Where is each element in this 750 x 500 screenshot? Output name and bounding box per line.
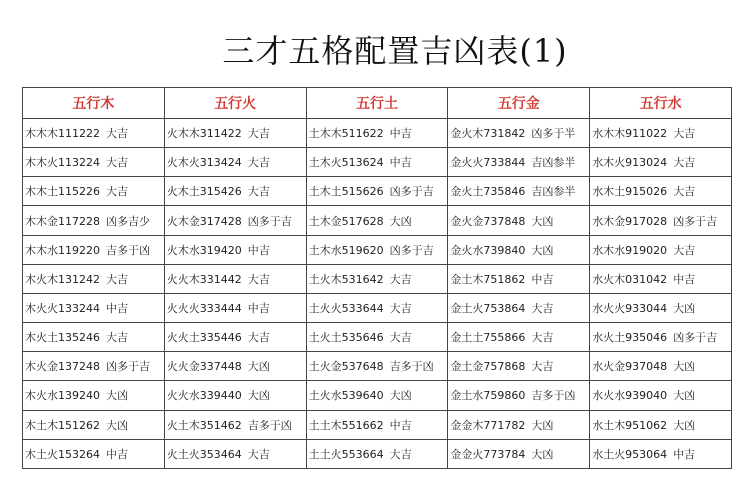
- fortune-label: 大吉: [673, 185, 696, 199]
- config-code: 水火金937048: [592, 360, 668, 374]
- fortune-label: 凶多吉少: [106, 214, 150, 228]
- table-cell: [306, 439, 448, 468]
- table-cell: [590, 177, 732, 206]
- column-header: 五行火: [164, 88, 306, 119]
- table-cell: [164, 439, 306, 468]
- table-cell: [23, 410, 165, 439]
- config-code: 火火火333444: [166, 302, 242, 316]
- fortune-label: 凶多于吉: [673, 214, 718, 228]
- table-cell: [448, 352, 590, 381]
- table-cell: [590, 206, 732, 235]
- fortune-label: 大凶: [673, 418, 696, 432]
- fortune-label: 大凶: [389, 389, 412, 403]
- config-code: 木木土115226: [25, 185, 100, 199]
- fortune-label: 大吉: [247, 156, 270, 170]
- table-cell: [23, 119, 165, 148]
- fortune-label: 大吉: [673, 156, 696, 170]
- table-cell: [23, 264, 165, 293]
- fortune-label: 吉凶参半: [531, 156, 576, 170]
- config-code: 木木木111222: [25, 127, 100, 141]
- fortune-label: 凶多于吉: [389, 243, 434, 257]
- fortune-label: 大凶: [247, 389, 270, 403]
- table-row: [23, 293, 732, 322]
- table-cell: [164, 119, 306, 148]
- table-row: [23, 148, 732, 177]
- table-cell: [306, 264, 448, 293]
- table-cell: [164, 264, 306, 293]
- table-cell: [23, 148, 165, 177]
- table-cell: [590, 410, 732, 439]
- fortune-label: 吉多于凶: [106, 243, 150, 257]
- fortune-label: 大吉: [389, 331, 412, 345]
- table-cell: [306, 235, 448, 264]
- fortune-label: 大吉: [389, 272, 412, 286]
- fortune-label: 中吉: [106, 302, 128, 316]
- table-cell: [448, 264, 590, 293]
- fortune-label: 中吉: [106, 447, 128, 461]
- fortune-label: 中吉: [247, 302, 270, 316]
- config-code: 金火火733844: [450, 156, 526, 170]
- table-row: [23, 410, 732, 439]
- fortune-label: 中吉: [673, 272, 696, 286]
- config-code: 水火水939040: [592, 389, 668, 403]
- table-cell: [306, 177, 448, 206]
- config-code: 金土木751862: [450, 272, 526, 286]
- table-row: [23, 177, 732, 206]
- table-cell: [306, 410, 448, 439]
- fortune-label: 大凶: [673, 389, 696, 403]
- fortune-label: 中吉: [389, 418, 412, 432]
- table-cell: [23, 177, 165, 206]
- table-cell: [306, 119, 448, 148]
- fortune-label: 大凶: [531, 418, 554, 432]
- config-code: 木火火133244: [25, 302, 100, 316]
- fortune-label: 大吉: [531, 331, 554, 345]
- fortune-label: 大吉: [106, 127, 128, 141]
- config-code: 木土木151262: [25, 418, 100, 432]
- table-cell: [306, 293, 448, 322]
- fortune-label: 大凶: [106, 418, 128, 432]
- fortune-label: 大吉: [247, 185, 270, 199]
- table-cell: [590, 439, 732, 468]
- fortune-label: 中吉: [673, 447, 696, 461]
- fortune-label: 大凶: [531, 214, 554, 228]
- config-code: 火木水319420: [166, 243, 242, 257]
- table-row: [23, 352, 732, 381]
- table-cell: [448, 119, 590, 148]
- table-cell: [590, 381, 732, 410]
- config-code: 木木金117228: [25, 214, 100, 228]
- table-cell: [164, 293, 306, 322]
- table-cell: [23, 206, 165, 235]
- fortune-table: [22, 87, 732, 469]
- config-code: 木土火153264: [25, 447, 100, 461]
- fortune-label: 大吉: [247, 272, 270, 286]
- fortune-label: 大吉: [106, 156, 128, 170]
- config-code: 火火土335446: [166, 331, 242, 345]
- config-code: 土火木531642: [308, 272, 384, 286]
- fortune-label: 大吉: [531, 302, 554, 316]
- config-code: 土木木511622: [308, 127, 384, 141]
- table-cell: [164, 410, 306, 439]
- fortune-label: 凶多于吉: [247, 214, 292, 228]
- fortune-label: 中吉: [247, 243, 270, 257]
- config-code: 金火水739840: [450, 243, 526, 257]
- fortune-label: 大凶: [531, 243, 554, 257]
- table-row: [23, 206, 732, 235]
- config-code: 木木火113224: [25, 156, 100, 170]
- page-title: 三才五格配置吉凶表(1): [222, 32, 568, 70]
- config-code: 土火火533644: [308, 302, 384, 316]
- table-row: [23, 264, 732, 293]
- config-code: 水火木031042: [592, 272, 668, 286]
- table-cell: [590, 293, 732, 322]
- fortune-label: 大凶: [531, 447, 554, 461]
- table-cell: [306, 148, 448, 177]
- config-code: 金金火773784: [450, 447, 526, 461]
- table-cell: [23, 439, 165, 468]
- table-body: [23, 119, 732, 469]
- table-row: [23, 323, 732, 352]
- config-code: 火土火353464: [166, 447, 242, 461]
- fortune-label: 大凶: [673, 360, 696, 374]
- fortune-label: 吉多于凶: [247, 418, 292, 432]
- config-code: 火火木331442: [166, 272, 242, 286]
- table-row: [23, 439, 732, 468]
- config-code: 火火金337448: [166, 360, 242, 374]
- table-cell: [448, 177, 590, 206]
- config-code: 火木金317428: [166, 214, 242, 228]
- config-code: 金火木731842: [450, 127, 526, 141]
- fortune-label: 凶多于吉: [673, 331, 718, 345]
- table-cell: [164, 235, 306, 264]
- fortune-label: 大吉: [673, 127, 696, 141]
- fortune-label: 中吉: [389, 156, 412, 170]
- config-code: 金土水759860: [450, 389, 526, 403]
- config-code: 土火土535646: [308, 331, 384, 345]
- table-cell: [448, 381, 590, 410]
- table-cell: [164, 381, 306, 410]
- table-cell: [306, 381, 448, 410]
- fortune-label: 大凶: [247, 360, 270, 374]
- config-code: 土土火553664: [308, 447, 384, 461]
- table-cell: [306, 206, 448, 235]
- table-cell: [23, 381, 165, 410]
- config-code: 火土木351462: [166, 418, 242, 432]
- fortune-label: 大吉: [389, 447, 412, 461]
- fortune-label: 大吉: [389, 302, 412, 316]
- config-code: 土木火513624: [308, 156, 384, 170]
- table-row: [23, 119, 732, 148]
- fortune-label: 大吉: [247, 127, 270, 141]
- fortune-label: 中吉: [531, 272, 554, 286]
- table-cell: [448, 439, 590, 468]
- table-cell: [590, 264, 732, 293]
- table-cell: [306, 352, 448, 381]
- fortune-label: 大吉: [106, 331, 128, 345]
- fortune-label: 吉凶参半: [531, 185, 576, 199]
- table-cell: [448, 323, 590, 352]
- config-code: 水木金917028: [592, 214, 668, 228]
- table-cell: [590, 148, 732, 177]
- fortune-label: 吉多于凶: [389, 360, 434, 374]
- fortune-label: 大吉: [106, 272, 128, 286]
- table-cell: [448, 410, 590, 439]
- config-code: 水火火933044: [592, 302, 668, 316]
- column-header: 五行金: [448, 88, 590, 119]
- table-cell: [164, 177, 306, 206]
- table-cell: [448, 293, 590, 322]
- table-cell: [590, 323, 732, 352]
- column-header: 五行土: [306, 88, 448, 119]
- config-code: 木火土135246: [25, 331, 100, 345]
- fortune-label: 凶多于半: [531, 127, 576, 141]
- config-code: 水土木951062: [592, 418, 668, 432]
- fortune-label: 大吉: [106, 185, 128, 199]
- config-code: 木火金137248: [25, 360, 100, 374]
- fortune-label: 吉多于凶: [531, 389, 576, 403]
- table-row: [23, 381, 732, 410]
- config-code: 金土金757868: [450, 360, 526, 374]
- fortune-label: 大凶: [673, 302, 696, 316]
- table-cell: [590, 235, 732, 264]
- table-cell: [23, 352, 165, 381]
- config-code: 金土火753864: [450, 302, 526, 316]
- config-code: 土土木551662: [308, 418, 384, 432]
- table-cell: [448, 235, 590, 264]
- config-code: 木木水119220: [25, 243, 100, 257]
- table-header-row: [23, 88, 732, 119]
- config-code: 火木木311422: [166, 127, 242, 141]
- table-cell: [164, 352, 306, 381]
- table-cell: [448, 206, 590, 235]
- fortune-label: 大吉: [531, 360, 554, 374]
- config-code: 金土土755866: [450, 331, 526, 345]
- config-code: 水土火953064: [592, 447, 668, 461]
- config-code: 水木水919020: [592, 243, 668, 257]
- config-code: 木火水139240: [25, 389, 100, 403]
- config-code: 土木土515626: [308, 185, 384, 199]
- config-code: 火木火313424: [166, 156, 242, 170]
- config-code: 火火水339440: [166, 389, 242, 403]
- table-row: [23, 235, 732, 264]
- table-cell: [448, 148, 590, 177]
- config-code: 水火土935046: [592, 331, 668, 345]
- config-code: 土木水519620: [308, 243, 384, 257]
- fortune-label: 大凶: [106, 389, 128, 403]
- fortune-label: 凶多于吉: [389, 185, 434, 199]
- fortune-label: 中吉: [389, 127, 412, 141]
- config-code: 金火金737848: [450, 214, 526, 228]
- table-cell: [164, 148, 306, 177]
- table-cell: [164, 206, 306, 235]
- config-code: 土火水539640: [308, 389, 384, 403]
- config-code: 水木火913024: [592, 156, 668, 170]
- table-cell: [164, 323, 306, 352]
- config-code: 木火木131242: [25, 272, 100, 286]
- config-code: 水木土915026: [592, 185, 668, 199]
- config-code: 土木金517628: [308, 214, 384, 228]
- fortune-label: 凶多于吉: [106, 360, 150, 374]
- fortune-label: 大吉: [673, 243, 696, 257]
- fortune-label: 大凶: [389, 214, 412, 228]
- table-cell: [23, 235, 165, 264]
- config-code: 土火金537648: [308, 360, 384, 374]
- config-code: 金金木771782: [450, 418, 526, 432]
- config-code: 金火土735846: [450, 185, 526, 199]
- column-header: 五行水: [590, 88, 732, 119]
- table-cell: [590, 119, 732, 148]
- table-cell: [23, 293, 165, 322]
- table-cell: [23, 323, 165, 352]
- table-cell: [590, 352, 732, 381]
- column-header: 五行木: [23, 88, 165, 119]
- table-cell: [306, 323, 448, 352]
- fortune-label: 大吉: [247, 447, 270, 461]
- config-code: 火木土315426: [166, 185, 242, 199]
- fortune-label: 大吉: [247, 331, 270, 345]
- config-code: 水木木911022: [592, 127, 668, 141]
